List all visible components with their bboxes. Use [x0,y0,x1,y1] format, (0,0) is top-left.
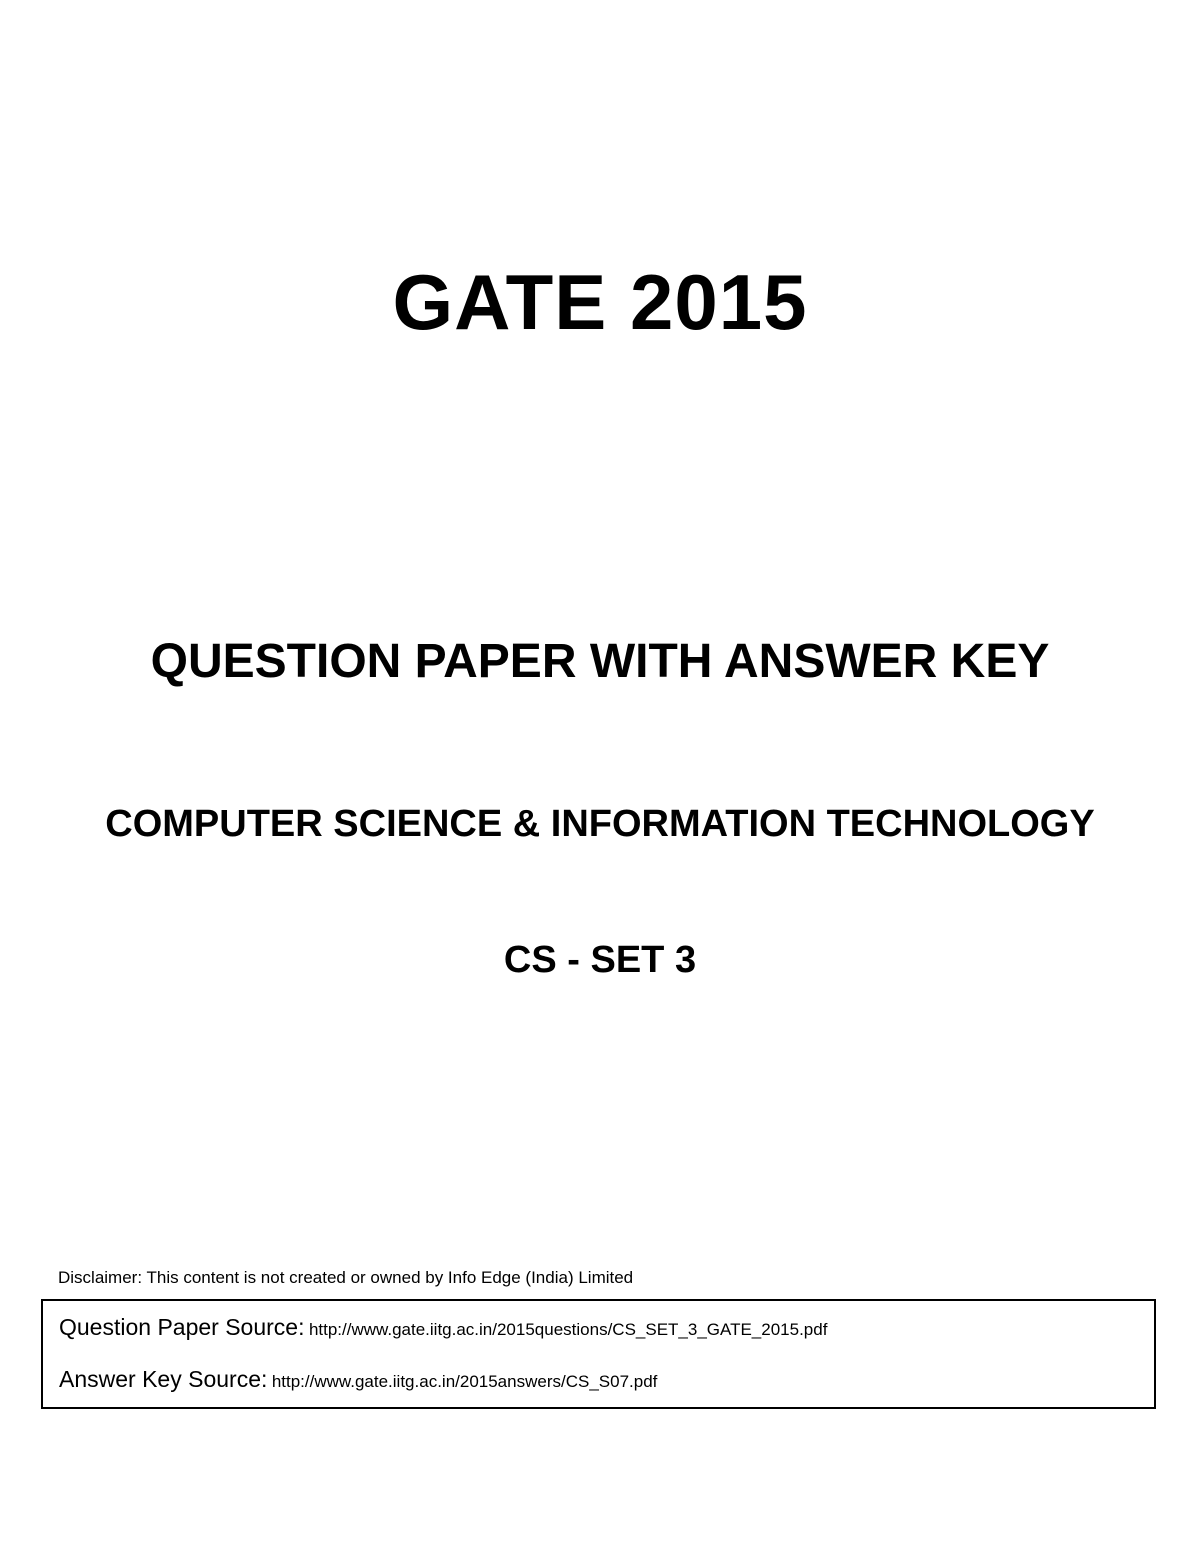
answer-key-source-label: Answer Key Source: [59,1366,268,1392]
question-paper-source-link[interactable]: http://www.gate.iitg.ac.in/2015questions/CS_SET_3_GATE_2015.pdf [308,1320,828,1339]
question-paper-source-label: Question Paper Source: [59,1314,305,1340]
subject-heading: COMPUTER SCIENCE & INFORMATION TECHNOLOGY [105,803,1095,845]
page-title: GATE 2015 [392,258,808,346]
document-subtitle: QUESTION PAPER WITH ANSWER KEY [150,635,1050,688]
answer-key-source-link[interactable]: http://www.gate.iitg.ac.in/2015answers/CS_S07.pdf [271,1372,658,1391]
disclaimer-text: Disclaimer: This content is not created or owned by Info Edge (India) Limited [58,1268,634,1287]
sources-box [41,1299,1156,1409]
question-paper-source [59,1311,827,1346]
answer-key-source [59,1363,657,1398]
set-label: CS - SET 3 [503,939,697,981]
